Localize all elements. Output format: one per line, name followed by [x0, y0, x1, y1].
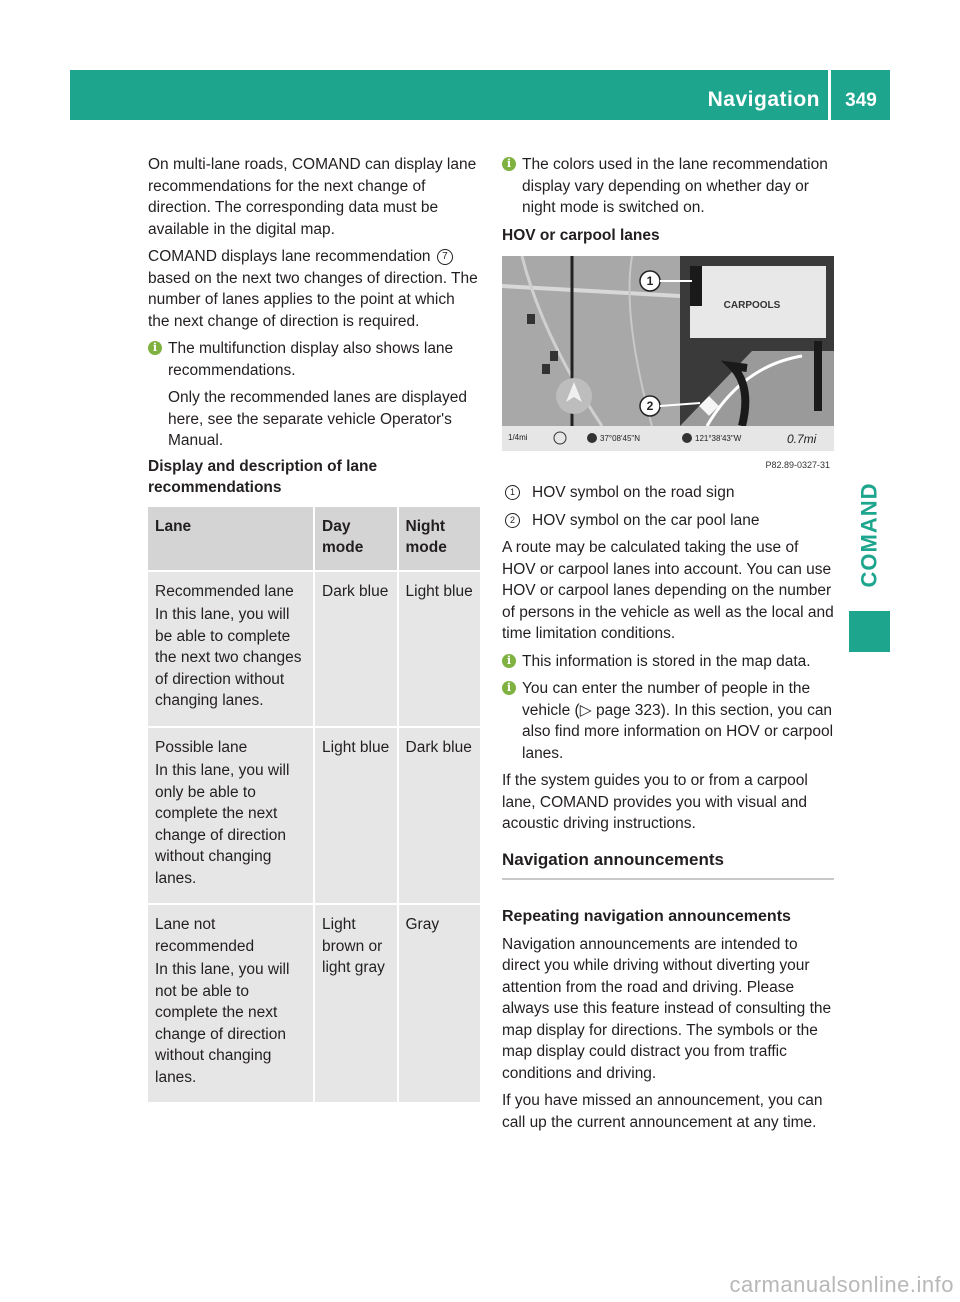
table-heading: Display and description of lane recommendations	[148, 457, 378, 496]
right-column	[502, 154, 834, 1139]
intro-paragraph: On multi-lane roads, COMAND can display lane recommendations for the next change of direction. The corresponding data must be available in the digital map.	[148, 156, 477, 238]
page-ref-arrow-icon: ▷	[579, 701, 592, 719]
lane-rec-paragraph: COMAND displays lane recommendation 7 based on the next two changes of direction. The number of lanes applies to the point at which the next change of direction is required.	[148, 248, 478, 330]
info-note: i You can enter the number of people in the vehicle (▷ page 323). In this section, you can also find more information on HOV or carpool lanes.	[502, 678, 834, 764]
day-cell: Dark blue	[315, 572, 396, 726]
sub-heading: Repeating navigation announcements	[502, 908, 791, 925]
guides-paragraph: If the system guides you to or from a carpool lane, COMAND provides you with visual and acoustic driving instructions.	[502, 772, 808, 832]
night-cell: Gray	[399, 905, 481, 1102]
left-column	[148, 154, 480, 1104]
night-cell: Dark blue	[399, 728, 481, 904]
info-icon: i	[502, 157, 516, 171]
sign-text: CARPOOLS	[723, 300, 781, 311]
info-note: i The multifunction display also shows lane recommendations. Only the recommended lanes are displayed here, see the separate vehicle Operator's Manual.	[148, 338, 480, 452]
map-scale: 1/4mi	[508, 433, 528, 442]
col-header-night: Night mode	[399, 507, 481, 570]
route-paragraph: A route may be calculated taking the use of HOV or carpool lanes into account. You can use HOV or carpool lanes depending on the number of persons in the vehicle as well as the local and time limitation conditions.	[502, 539, 834, 642]
callout-2: 2	[646, 399, 654, 413]
info-icon: i	[502, 654, 516, 668]
hov-heading: HOV or carpool lanes	[502, 226, 660, 244]
side-tab-block	[849, 611, 890, 652]
figure-code: P82.89-0327-31	[765, 459, 830, 470]
latitude: 37°08'45"N	[600, 434, 641, 443]
side-tab-label: COMAND	[856, 482, 882, 588]
info-icon: i	[148, 341, 162, 355]
watermark: carmanualsonline.info	[729, 1272, 954, 1297]
col-header-day: Day mode	[315, 507, 396, 570]
night-cell: Light blue	[399, 572, 481, 726]
hov-figure	[502, 256, 834, 476]
info-note: i This information is stored in the map data.	[502, 651, 834, 673]
navigation-screen-image	[502, 256, 834, 461]
legend-item: 2 HOV symbol on the car pool lane	[502, 510, 834, 532]
lane-cell: Recommended lane In this lane, you will be able to complete the next two changes of direction without changing lanes.	[148, 572, 313, 726]
table-row	[148, 905, 480, 1102]
col-header-lane: Lane	[148, 507, 313, 570]
page-reference-link[interactable]: page 323	[595, 701, 661, 719]
day-cell: Light blue	[315, 728, 396, 904]
page-number: 349	[845, 90, 877, 111]
announcement-paragraph-2: If you have missed an announcement, you can call up the current announcement at any time.	[502, 1092, 823, 1131]
announcement-paragraph: Navigation announcements are intended to direct you while driving without diverting your attention from the road and driving. Please always use this feature instead of consulting the map display for directions. The symbols or the map display could distract you from traffic conditions and driving.	[502, 935, 832, 1082]
table-row	[148, 728, 480, 904]
callout-ref: 7	[437, 249, 453, 265]
info-icon: i	[502, 681, 516, 695]
day-cell: Light brown or light gray	[315, 905, 396, 1102]
info-note: i The colors used in the lane recommendation display vary depending on whether day or night mode is switched on.	[502, 154, 834, 219]
distance-readout: 0.7mi	[787, 432, 817, 446]
section-title: Navigation	[707, 88, 820, 111]
legend-item: 1 HOV symbol on the road sign	[502, 482, 834, 504]
side-tab-label-wrap	[849, 460, 890, 610]
table-row	[148, 572, 480, 726]
header-separator	[828, 70, 831, 120]
lane-cell: Possible lane In this lane, you will only be able to complete the next change of direction without changing lanes.	[148, 728, 313, 904]
table-header-row	[148, 507, 480, 570]
section-heading: Navigation announcements	[502, 849, 834, 881]
longitude: 121°38'43"W	[695, 434, 742, 443]
lane-cell: Lane not recommended In this lane, you will not be able to complete the next change of direction without changing lanes.	[148, 905, 313, 1102]
lane-table	[146, 505, 482, 1105]
callout-1: 1	[646, 274, 654, 288]
